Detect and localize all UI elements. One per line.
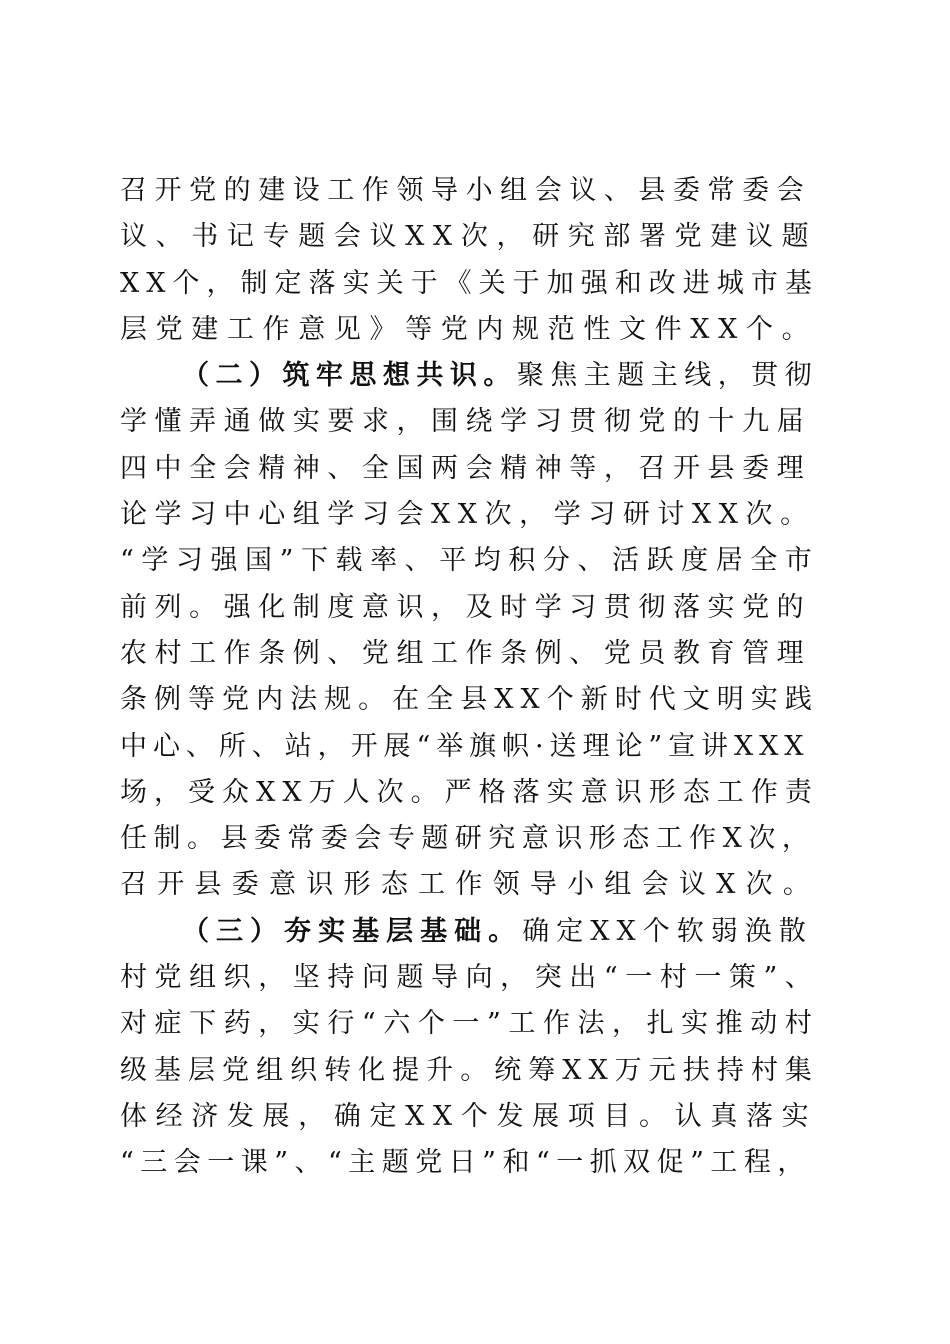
text-line: 召开党的建设工作领导小组会议、县委常委会 xyxy=(120,175,812,206)
text-line: 农村工作条例、党组工作条例、党员教育管理 xyxy=(120,637,812,669)
body-text xyxy=(120,168,820,1187)
text-line: 对症下药，实行“六个一”工作法，扎实推动村 xyxy=(120,1008,820,1040)
section-heading-3: （三）夯实基层基础。 xyxy=(182,915,523,947)
text-line: 前列。强化制度意识，及时学习贯彻落实党的 xyxy=(120,591,812,623)
text-line: 学懂弄通做实要求，围绕学习贯彻党的十九届 xyxy=(120,406,812,438)
text-line: “学习强国”下载率、平均积分、活跃度居全市 xyxy=(120,545,820,577)
text-line: 中心、所、站，开展“举旗帜·送理论”宣讲XXX xyxy=(120,730,810,762)
text-line: 条例等党内法规。在全县XX个新时代文明实践 xyxy=(120,684,819,716)
text-line: 场，受众XX万人次。严格落实意识形态工作责 xyxy=(120,776,819,808)
text-line: 四中全会精神、全国两会精神等，召开县委理 xyxy=(120,452,812,484)
text-line: 议、书记专题会议XX次，研究部署党建议题 xyxy=(120,221,818,253)
section-heading-2: （二）筑牢思想共识。 xyxy=(182,360,517,392)
text-line: 层党建工作意见》等党内规范性文件XX个。 xyxy=(120,313,818,345)
text-line: 任制。县委常委会专题研究意识形态工作X次， xyxy=(120,823,816,855)
section-2-first-line xyxy=(120,353,820,399)
section-3-first-line xyxy=(120,909,820,955)
text-line: 村党组织，坚持问题导向，突出“一村一策”、 xyxy=(120,962,820,994)
text-line: 论学习中心组学习会XX次，学习研讨XX次。 xyxy=(120,499,815,531)
text-line: 级基层党组织转化提升。统筹XX万元扶持村集 xyxy=(120,1054,819,1086)
section-2-lead-text: 聚焦主题主线，贯彻 xyxy=(516,360,819,392)
text-line: “三会一课”、“主题党日”和“一抓双促”工程， xyxy=(120,1147,811,1179)
section-3-lead-text: 确定XX个软弱涣散 xyxy=(522,915,813,947)
text-line: 召开县委意识形态工作领导小组会议X次。 xyxy=(120,869,821,901)
text-line: 体经济发展，确定XX个发展项目。认真落实 xyxy=(120,1100,818,1132)
text-line: XX个，制定落实关于《关于加强和改进城市基 xyxy=(120,267,819,299)
